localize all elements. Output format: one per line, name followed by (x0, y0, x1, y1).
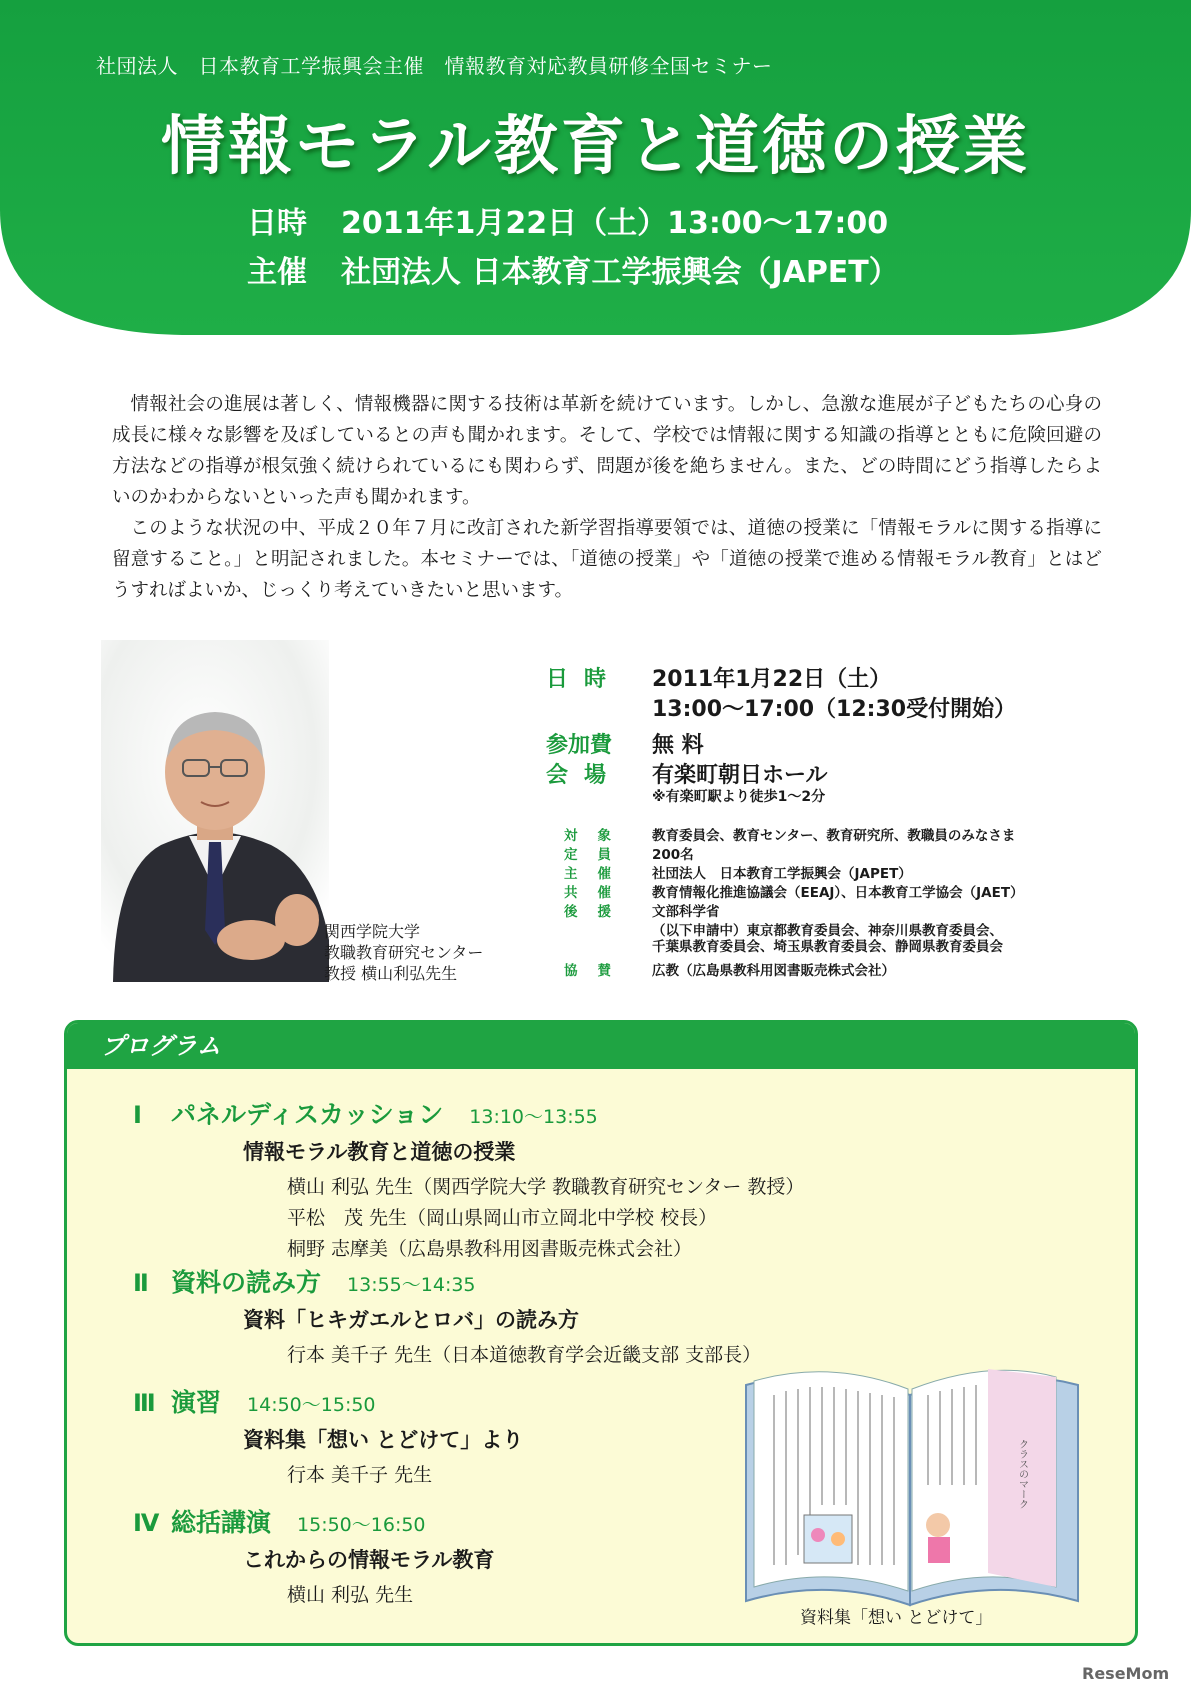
detail-target-label: 対象 (564, 828, 631, 844)
detail-fee (546, 728, 1146, 758)
detail-date (546, 662, 1146, 692)
detail-venue-note-row (546, 788, 1146, 824)
detail-support-3 (546, 935, 1146, 959)
speaker-photo (101, 640, 329, 982)
detail-support-line-2: （以下申請中）東京都教育委員会、神奈川県教育委員会、 (652, 923, 1003, 939)
header-host (247, 247, 899, 291)
program-section-2 (133, 1263, 761, 1371)
detail-cohost-label: 共催 (564, 885, 631, 901)
section-title: 総括講演 (171, 1508, 272, 1537)
detail-venue-label: 会場 (546, 763, 623, 788)
detail-fee-value: 無 料 (652, 733, 704, 758)
speaker: 横山 利弘 先生（関西学院大学 教職教育研究センター 教授） (287, 1176, 805, 1198)
detail-fee-label: 参加費 (546, 733, 613, 758)
section-number: Ⅲ (133, 1389, 156, 1417)
detail-support-line-1: 文部科学省 (652, 904, 720, 920)
section-time: 15:50〜16:50 (297, 1514, 426, 1536)
intro-paragraph-1: 情報社会の進展は著しく、情報機器に関する技術は革新を続けています。しかし、急激な進展が子どもたちの心身の成長に様々な影響を及ぼしているとの声も聞かれます。そして、学校では情報に関する知識の指導とともに危険回避の方法などの指導が根気強く続けられているにも関わらず、問題が後を絶ちません。また、どの時間にどう指導したらよいのかわからないといった声も聞かれます。 (112, 394, 1102, 508)
speaker: 行本 美千子 先生（日本道徳教育学会近畿支部 支部長） (287, 1344, 762, 1366)
section-title: パネルディスカッション (171, 1100, 444, 1129)
detail-date-line-1: 2011年1月22日（土） (652, 667, 892, 692)
caption-line-3: 教授 横山利弘先生 (324, 964, 458, 983)
section-number: Ⅰ (133, 1101, 142, 1129)
section-title: 資料の読み方 (171, 1268, 322, 1297)
detail-sponsor-value: 広教（広島県教科用図書販売株式会社） (652, 963, 895, 979)
detail-support-2 (546, 919, 1146, 939)
speaker: 横山 利弘 先生 (287, 1584, 414, 1606)
section-topic: 資料集「想い とどけて」より (243, 1428, 524, 1452)
book-caption: 資料集「想い とどけて」 (800, 1608, 993, 1628)
photo-caption (324, 921, 483, 984)
intro-text (112, 389, 1102, 606)
detail-venue (546, 758, 1146, 788)
section-topic: これからの情報モラル教育 (243, 1548, 495, 1572)
program-section-1 (133, 1095, 804, 1265)
detail-sponsor-label: 協賛 (564, 963, 631, 979)
section-topic: 資料「ヒキガエルとロバ」の読み方 (243, 1308, 579, 1332)
detail-capacity-value: 200名 (652, 847, 694, 863)
detail-target (546, 824, 1146, 843)
detail-host (546, 862, 1146, 881)
page-title: 情報モラル教育と道徳の授業 (160, 110, 1031, 184)
speaker: 平松 茂 先生（岡山県岡山市立岡北中学校 校長） (287, 1207, 718, 1229)
detail-sponsor (546, 959, 1146, 978)
detail-cohost (546, 881, 1146, 900)
book-spine-text: クラスのマーク (1016, 1439, 1028, 1509)
detail-venue-note: ※有楽町駅より徒歩1〜2分 (652, 789, 826, 805)
event-details (546, 662, 1146, 978)
site-logo: ReseMom (1082, 1664, 1170, 1683)
speaker: 桐野 志摩美（広島県教科用図書販売株式会社） (287, 1238, 693, 1260)
header-subtitle: 社団法人 日本教育工学振興会主催 情報教育対応教員研修全国セミナー (96, 54, 773, 78)
detail-support-label: 後援 (564, 904, 631, 920)
program-section-3 (133, 1383, 523, 1491)
section-topic: 情報モラル教育と道徳の授業 (243, 1140, 516, 1164)
detail-date-label: 日時 (546, 667, 623, 692)
section-time: 14:50〜15:50 (247, 1394, 376, 1416)
detail-target-value: 教育委員会、教育センター、教育研究所、教職員のみなさま (652, 828, 1016, 844)
detail-capacity (546, 843, 1146, 862)
speaker: 行本 美千子 先生 (287, 1464, 433, 1486)
program-section-4 (133, 1503, 494, 1611)
detail-time (546, 692, 1146, 722)
detail-date-line-2: 13:00〜17:00（12:30受付開始） (652, 697, 1017, 722)
section-number: Ⅳ (133, 1509, 160, 1537)
detail-host-label: 主催 (564, 866, 631, 882)
section-time: 13:10〜13:55 (469, 1106, 598, 1128)
detail-support-line-3: 千葉県教育委員会、埼玉県教育委員会、静岡県教育委員会 (652, 939, 1003, 955)
section-title: 演習 (171, 1388, 222, 1417)
intro-paragraph-2: このような状況の中、平成２０年７月に改訂された新学習指導要領では、道徳の授業に「情報モラルに関する指導に留意すること。」と明記されました。本セミナーでは、「道徳の授業」や「道徳の授業で進める情報モラル教育」とはどうすればよいか、じっくり考えていきたいと思います。 (112, 518, 1102, 601)
detail-support (546, 900, 1146, 919)
caption-line-2: 教職教育研究センター (324, 943, 484, 962)
detail-cohost-value: 教育情報化推進協議会（EEAJ）、日本教育工学協会（JAET） (652, 885, 1024, 901)
section-number: Ⅱ (133, 1269, 149, 1297)
book-illustration (738, 1355, 1086, 1615)
header-host-value: 社団法人 日本教育工学振興会（JAPET） (341, 255, 899, 290)
header-date (247, 198, 888, 242)
detail-venue-value: 有楽町朝日ホール (652, 763, 828, 788)
detail-host-value: 社団法人 日本教育工学振興会（JAPET） (652, 866, 912, 882)
detail-capacity-label: 定員 (564, 847, 631, 863)
header-host-label: 主催 (247, 255, 307, 290)
header-date-value: 2011年1月22日（土）13:00〜17:00 (341, 206, 889, 241)
program-heading: プログラム (67, 1023, 1135, 1069)
section-time: 13:55〜14:35 (347, 1274, 476, 1296)
header-date-label: 日時 (247, 206, 307, 241)
caption-line-1: 関西学院大学 (324, 922, 421, 941)
